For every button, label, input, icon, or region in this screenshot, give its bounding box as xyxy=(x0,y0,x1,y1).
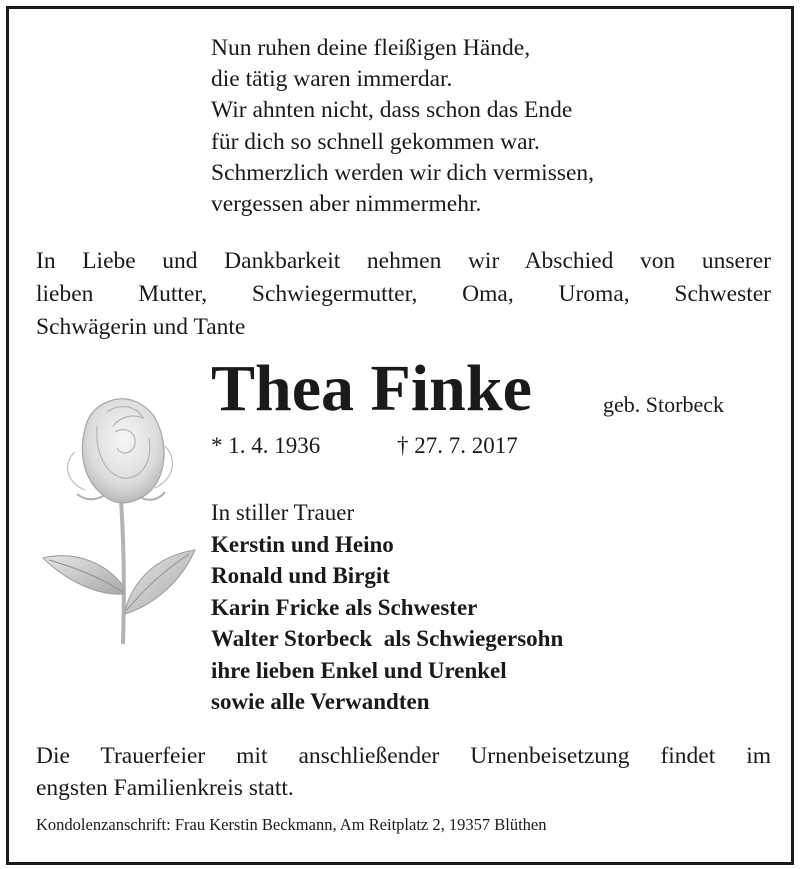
mourner-name: Karin Fricke als Schwester xyxy=(211,594,478,620)
poem-line: Schmerzlich werden wir dich vermissen, xyxy=(211,159,595,186)
birth-name: geb. Storbeck xyxy=(603,392,724,417)
poem-line: für dich so schnell gekommen war. xyxy=(211,128,540,155)
intro-line: In Liebe und Dankbarkeit nehmen wir Abschied von unserer xyxy=(36,248,771,274)
mourner-name: Ronald und Birgit xyxy=(211,563,390,588)
intro-line: lieben Mutter, Schwiegermutter, Oma, Uroma, Schwester xyxy=(36,281,771,307)
mourner-name: Walter Storbeck als Schwiegersohn xyxy=(211,626,564,651)
intro-text xyxy=(36,245,771,344)
poem-line: Wir ahnten nicht, dass schon das Ende xyxy=(211,97,573,124)
poem-line: Nun ruhen deine fleißigen Hände, xyxy=(211,35,531,61)
birth-date: * 1. 4. 1936 xyxy=(211,433,321,458)
poem xyxy=(211,33,594,220)
condolence-address: Kondolenzanschrift: Frau Kerstin Beckmann, Am Reitplatz 2, 19357 Blüthen xyxy=(36,815,547,834)
poem-line: vergessen aber nimmermehr. xyxy=(211,191,482,218)
deceased-name: Thea Finke xyxy=(211,352,532,425)
mourner-name: Kerstin und Heino xyxy=(211,531,394,557)
funeral-info xyxy=(36,741,771,804)
funeral-info-line: engsten Familienkreis statt. xyxy=(36,774,294,801)
poem-line: die tätig waren immerdar. xyxy=(211,66,453,93)
mourners xyxy=(211,497,563,718)
mourner-name: ihre lieben Enkel und Urenkel xyxy=(211,657,507,683)
funeral-info-line: Die Trauerfeier mit anschließender Urnenbeisetzung findet im xyxy=(36,743,771,769)
mourners-heading: In stiller Trauer xyxy=(211,500,355,525)
rose-icon xyxy=(37,382,202,652)
death-date: † 27. 7. 2017 xyxy=(397,433,518,458)
mourner-name: sowie alle Verwandten xyxy=(211,689,430,714)
intro-line: Schwägerin und Tante xyxy=(36,314,246,340)
obituary-notice xyxy=(6,6,794,865)
